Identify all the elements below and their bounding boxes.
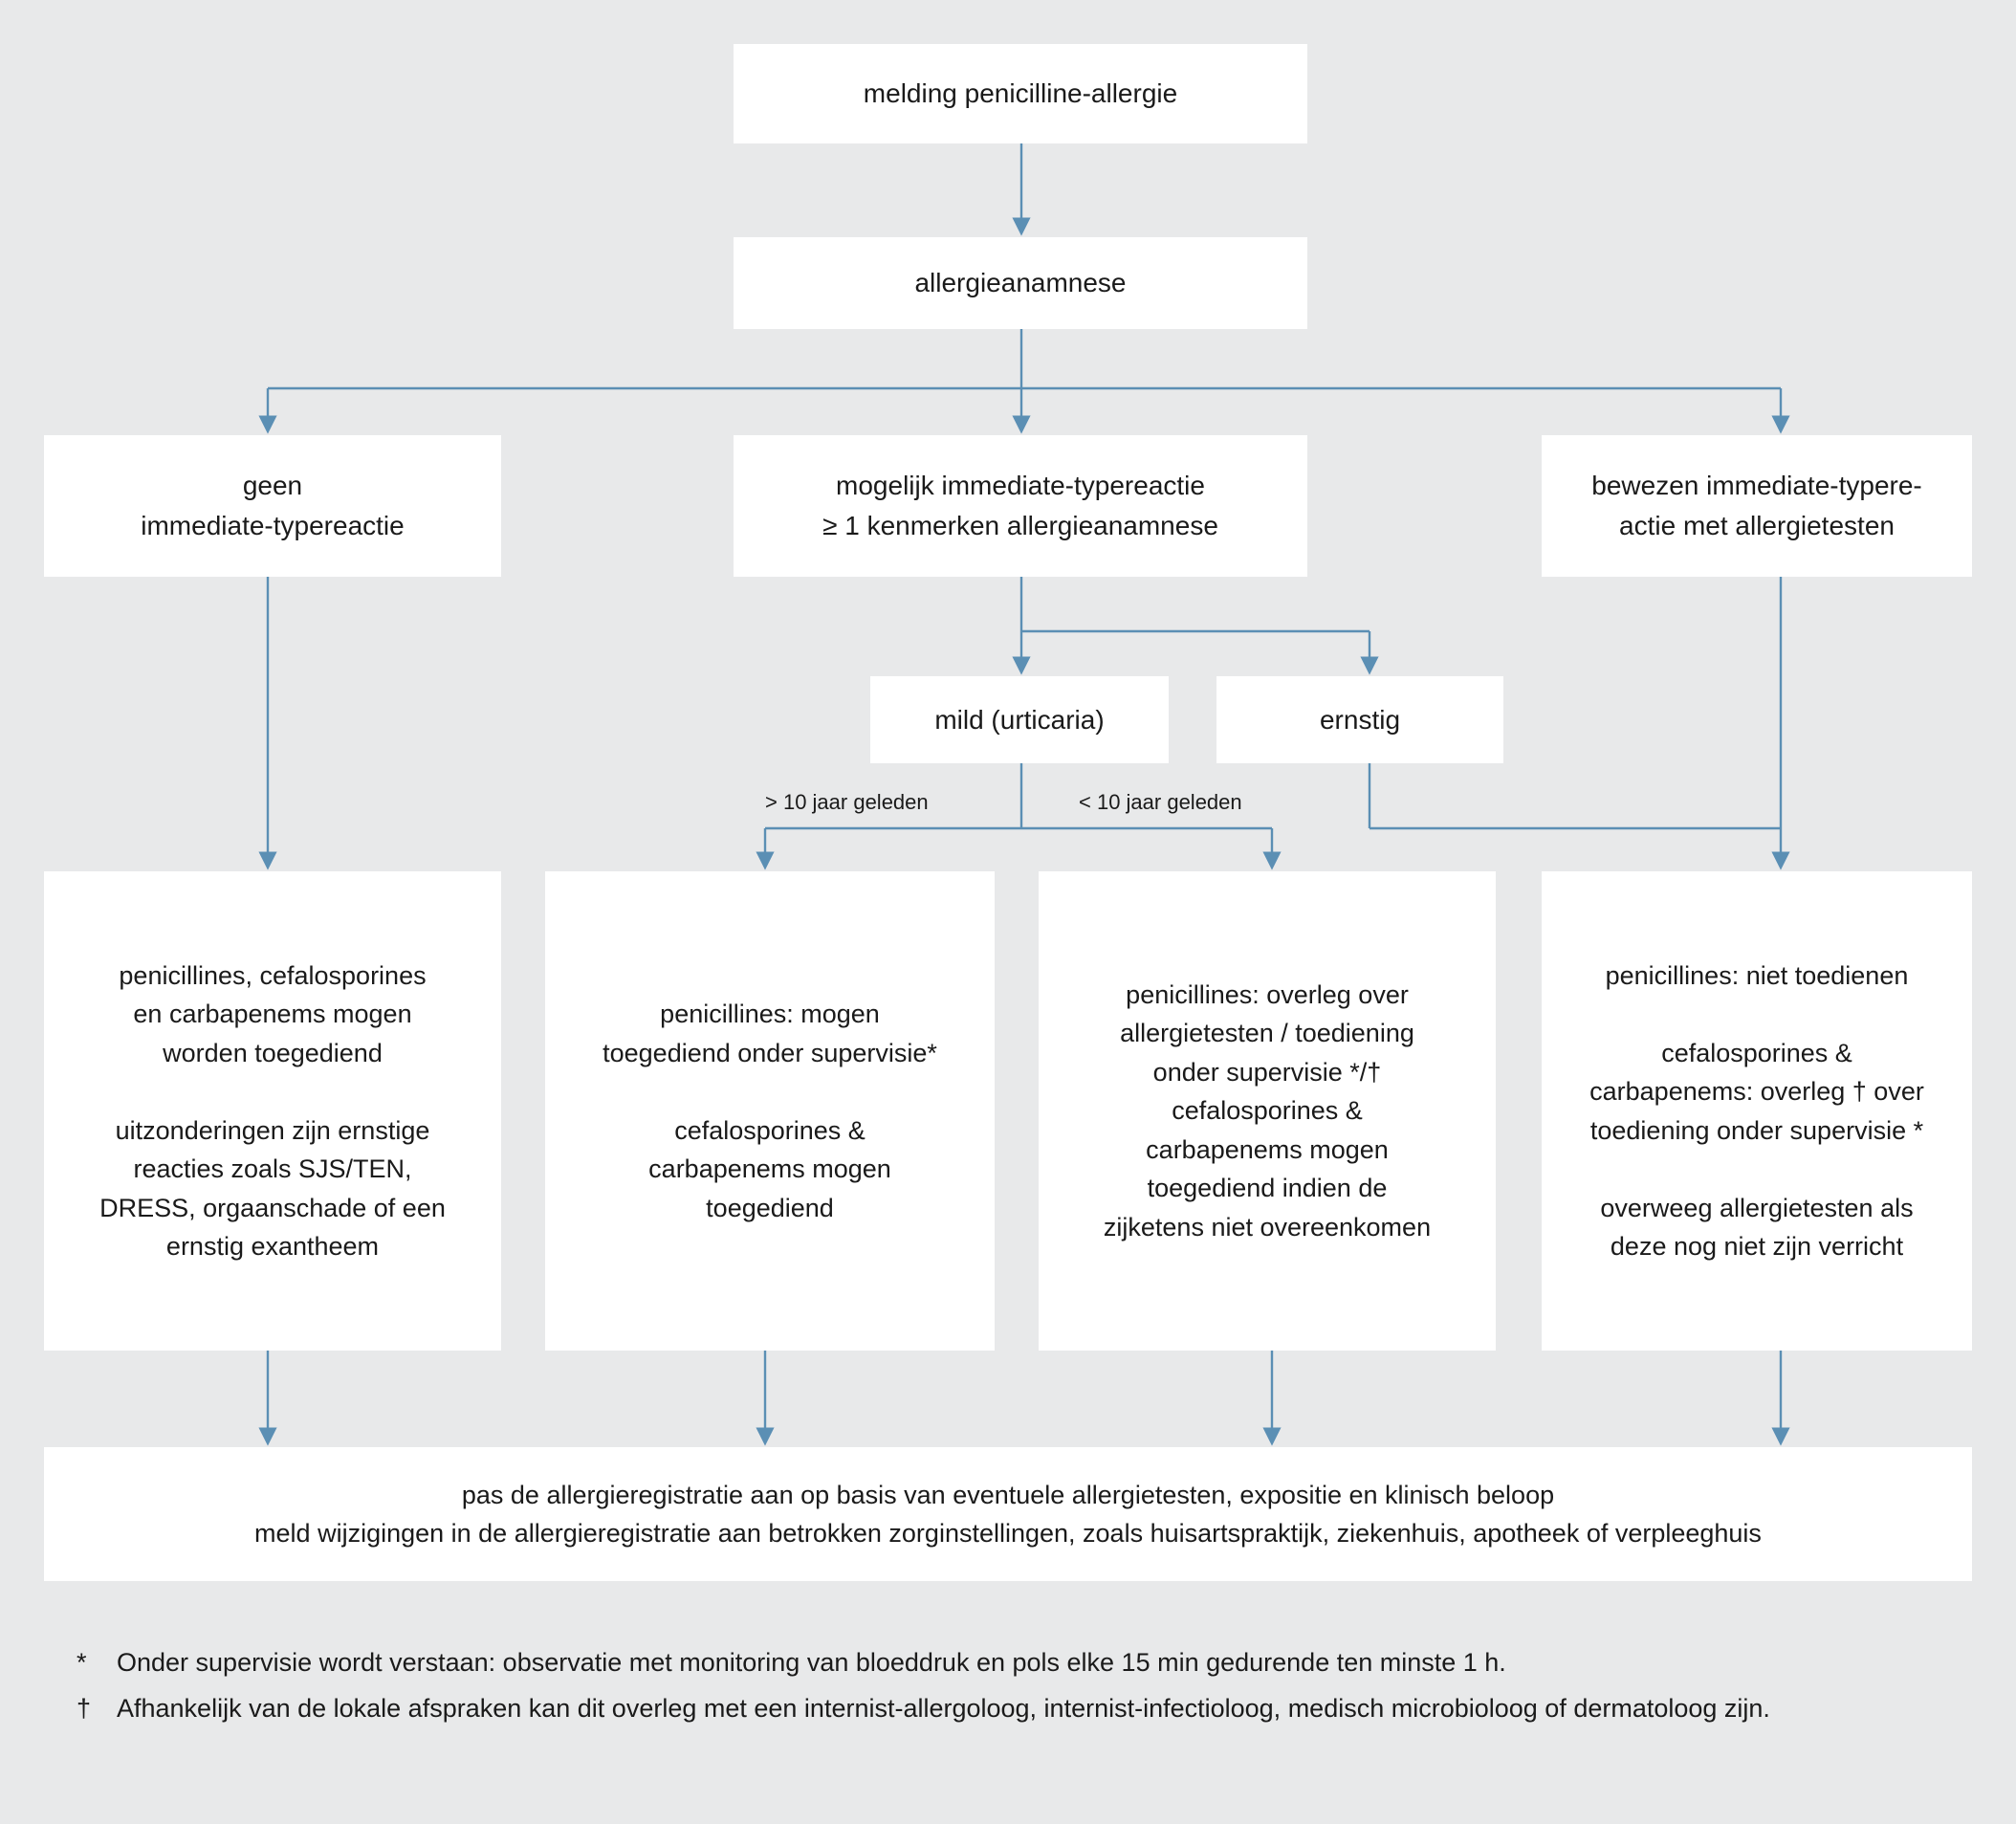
- edge-label-recenter-dan-10-jaar: < 10 jaar geleden: [1079, 790, 1242, 814]
- edge-label-ouder-dan-10-jaar: > 10 jaar geleden: [765, 790, 929, 814]
- uitkomst-recent-l4: cefalosporines &: [1172, 1096, 1363, 1126]
- uitkomst-bewezen-b1-l1: penicillines: niet toedienen: [1605, 960, 1909, 990]
- uitkomst-bewezen-b3-l1: overweeg allergietesten als: [1600, 1193, 1914, 1222]
- footnote-mark-asterisk: *: [77, 1648, 87, 1677]
- uitkomst-geen-b1-l1: penicillines, cefalosporines: [119, 960, 427, 990]
- node-bewezen-line-2: actie met allergietesten: [1619, 511, 1895, 540]
- node-geen-immediate-typereactie: [44, 435, 501, 577]
- node-uitkomst-recent-minder-dan-10-jaar: [1039, 871, 1496, 1351]
- node-mogelijk-line-1: mogelijk immediate-typereactie: [836, 471, 1205, 500]
- node-allergieregistratie: [44, 1447, 1972, 1581]
- uitkomst-recent-l2: allergietesten / toediening: [1120, 1019, 1414, 1048]
- node-mogelijk-immediate-typereactie: [734, 435, 1307, 577]
- uitkomst-recent-l7: zijketens niet overeenkomen: [1103, 1212, 1432, 1242]
- footnote-supervisie: [77, 1643, 1951, 1683]
- uitkomst-mild-b1-l1: penicillines: mogen: [660, 1000, 880, 1028]
- node-melding-line-1: melding penicilline-allergie: [863, 78, 1178, 108]
- node-ernstig-line-1: ernstig: [1319, 704, 1401, 735]
- node-mogelijk-line-2: ≥ 1 kenmerken allergieanamnese: [822, 511, 1218, 540]
- footnote-mark-dagger: †: [77, 1693, 92, 1723]
- uitkomst-geen-b2-l2: reacties zoals SJS/TEN,: [133, 1154, 412, 1183]
- uitkomst-geen-b2-l4: ernstig exantheem: [165, 1232, 380, 1261]
- node-geen-line-1: geen: [242, 471, 303, 500]
- uitkomst-mild-b2-l3: toegediend: [706, 1193, 834, 1222]
- node-mild-line-1: mild (urticaria): [934, 704, 1105, 735]
- node-bewezen-line-1: bewezen immediate-typere-: [1591, 471, 1922, 500]
- node-anamnese-line-1: allergieanamnese: [914, 268, 1127, 297]
- node-bewezen-immediate-typereactie: [1542, 435, 1972, 577]
- uitkomst-bewezen-b3-l2: deze nog niet zijn verricht: [1610, 1232, 1904, 1261]
- uitkomst-bewezen-b2-l3: toediening onder supervisie *: [1589, 1115, 1924, 1145]
- registratie-line-1: pas de allergieregistratie aan op basis van eventuele allergietesten, expositie en klinisch beloop: [461, 1480, 1555, 1509]
- uitkomst-bewezen-b2-l2: carbapenems: overleg † over: [1589, 1077, 1924, 1106]
- uitkomst-geen-b2-l1: uitzonderingen zijn ernstige: [115, 1115, 430, 1145]
- node-melding-penicilline-allergie: [734, 44, 1307, 143]
- registratie-line-2: meld wijzigingen in de allergieregistratie aan betrokken zorginstellingen, zoals huisartspraktijk, ziekenhuis, apotheek of verpleeghuis: [254, 1519, 1762, 1548]
- uitkomst-recent-l6: toegediend indien de: [1147, 1174, 1388, 1203]
- uitkomst-recent-l3: onder supervisie */†: [1152, 1057, 1382, 1087]
- footnote-overleg: [77, 1689, 1951, 1729]
- uitkomst-mild-b1-l2: toegediend onder supervisie*: [603, 1038, 937, 1067]
- uitkomst-recent-l5: carbapenems mogen: [1146, 1134, 1389, 1164]
- uitkomst-geen-b2-l3: DRESS, orgaanschade of een: [99, 1193, 446, 1222]
- footnotes: [77, 1643, 1951, 1729]
- uitkomst-bewezen-b2-l1: cefalosporines &: [1661, 1038, 1852, 1067]
- node-uitkomst-geen-immediate-typereactie: [44, 871, 501, 1351]
- uitkomst-geen-b1-l3: worden toegediend: [163, 1038, 383, 1067]
- footnote-text-overleg: Afhankelijk van de lokale afspraken kan dit overleg met een internist-allergoloog, internist-infectioloog, medisch microbioloog of dermatoloog zijn.: [117, 1693, 1770, 1723]
- uitkomst-recent-l1: penicillines: overleg over: [1126, 979, 1409, 1009]
- node-geen-line-2: immediate-typereactie: [141, 511, 405, 540]
- node-allergieanamnese: [734, 237, 1307, 329]
- node-mild-urticaria: [870, 676, 1169, 763]
- node-ernstig: [1216, 676, 1503, 763]
- footnote-text-supervisie: Onder supervisie wordt verstaan: observatie met monitoring van bloeddruk en pols elke 15 min gedurende ten minste 1 h.: [117, 1648, 1506, 1677]
- node-uitkomst-bewezen-immediate-typereactie: [1542, 871, 1972, 1351]
- uitkomst-geen-b1-l2: en carbapenems mogen: [133, 1000, 412, 1028]
- uitkomst-mild-b2-l1: cefalosporines &: [674, 1115, 866, 1145]
- node-uitkomst-mild-ouder-dan-10-jaar: [545, 871, 995, 1351]
- uitkomst-mild-b2-l2: carbapenems mogen: [648, 1154, 891, 1183]
